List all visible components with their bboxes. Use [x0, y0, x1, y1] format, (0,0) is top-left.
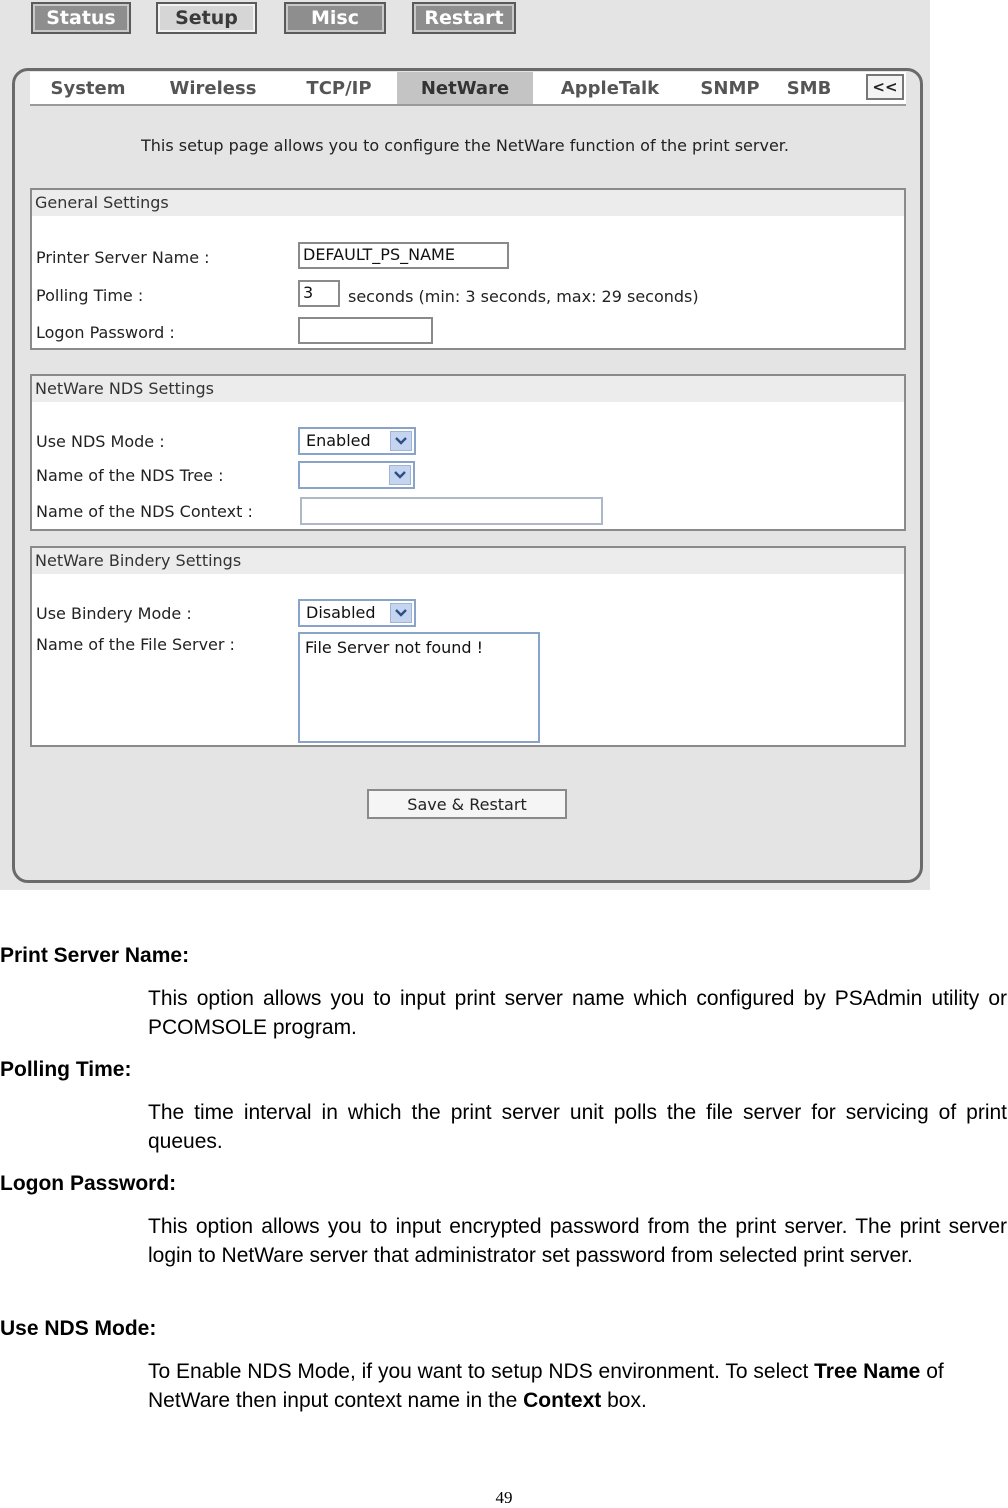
file-server-label: Name of the File Server :	[36, 635, 235, 654]
tab-system[interactable]: System	[50, 77, 126, 99]
nds-settings-group	[30, 374, 906, 531]
polling-time-heading: Polling Time:	[0, 1058, 132, 1081]
tab-tcpip[interactable]: TCP/IP	[306, 77, 372, 99]
nds-tree-label: Name of the NDS Tree :	[36, 466, 224, 485]
polling-time-note: seconds (min: 3 seconds, max: 29 seconds)	[348, 287, 699, 306]
group-title: NetWare NDS Settings	[32, 376, 904, 402]
use-nds-mode-desc	[148, 1357, 1007, 1415]
logon-password-label: Logon Password :	[36, 323, 175, 342]
misc-button[interactable]: Misc	[284, 2, 386, 34]
logon-password-heading: Logon Password:	[0, 1172, 177, 1195]
tabs-scroll-left-button[interactable]: <<	[866, 74, 904, 100]
desc-text: To Enable NDS Mode, if you want to setup NDS environment. To select	[148, 1360, 815, 1383]
group-title: General Settings	[32, 190, 904, 216]
nds-context-input[interactable]	[300, 497, 603, 525]
intro-text: This setup page allows you to configure the NetWare function of the print server.	[141, 136, 789, 155]
nds-tree-select[interactable]	[298, 461, 415, 489]
file-server-list[interactable]: File Server not found !	[298, 632, 540, 743]
logon-password-desc: This option allows you to input encrypted password from the print server. The print server login to NetWare server that administrator set password from selected print server.	[148, 1215, 1007, 1267]
tab-smb[interactable]: SMB	[786, 77, 832, 99]
chevron-down-icon[interactable]	[390, 431, 412, 451]
group-title: NetWare Bindery Settings	[32, 548, 904, 574]
polling-time-input[interactable]: 3	[298, 280, 340, 307]
desc-text: of NetWare then input context name in the	[148, 1360, 944, 1412]
polling-time-label: Polling Time :	[36, 286, 144, 305]
server-name-label: Printer Server Name :	[36, 248, 210, 267]
status-button[interactable]: Status	[31, 2, 131, 34]
nds-context-label: Name of the NDS Context :	[36, 502, 253, 521]
general-settings-group	[30, 188, 906, 350]
bindery-mode-label: Use Bindery Mode :	[36, 604, 192, 623]
print-server-name-heading: Print Server Name:	[0, 944, 190, 967]
tab-appletalk[interactable]: AppleTalk	[560, 77, 660, 99]
page-number: 49	[495, 1488, 513, 1507]
nds-mode-value: Enabled	[306, 431, 371, 450]
desc-text: box.	[601, 1389, 647, 1412]
bindery-mode-value: Disabled	[306, 603, 376, 622]
chevron-down-icon[interactable]	[389, 465, 411, 485]
desc-bold: Tree Name	[814, 1360, 921, 1383]
tab-netware[interactable]: NetWare	[397, 72, 533, 104]
print-server-name-desc: This option allows you to input print server name which configured by PSAdmin utility or PCOMSOLE program.	[148, 987, 1007, 1039]
tab-wireless[interactable]: Wireless	[169, 77, 257, 99]
tab-bar	[30, 72, 906, 106]
logon-password-input[interactable]	[298, 317, 433, 344]
bindery-mode-select[interactable]	[298, 599, 416, 627]
nds-mode-label: Use NDS Mode :	[36, 432, 165, 451]
tab-snmp[interactable]: SNMP	[700, 77, 760, 99]
server-name-input[interactable]: DEFAULT_PS_NAME	[298, 242, 509, 269]
bindery-settings-group	[30, 546, 906, 747]
use-nds-mode-heading: Use NDS Mode:	[0, 1317, 157, 1340]
nds-mode-select[interactable]	[298, 427, 416, 455]
desc-bold: Context	[523, 1389, 602, 1412]
chevron-down-icon[interactable]	[390, 603, 412, 623]
save-restart-button[interactable]: Save & Restart	[367, 789, 567, 819]
restart-button[interactable]: Restart	[412, 2, 516, 34]
polling-time-desc: The time interval in which the print server unit polls the file server for servicing of print queues.	[148, 1101, 1007, 1153]
setup-button[interactable]: Setup	[156, 2, 257, 34]
